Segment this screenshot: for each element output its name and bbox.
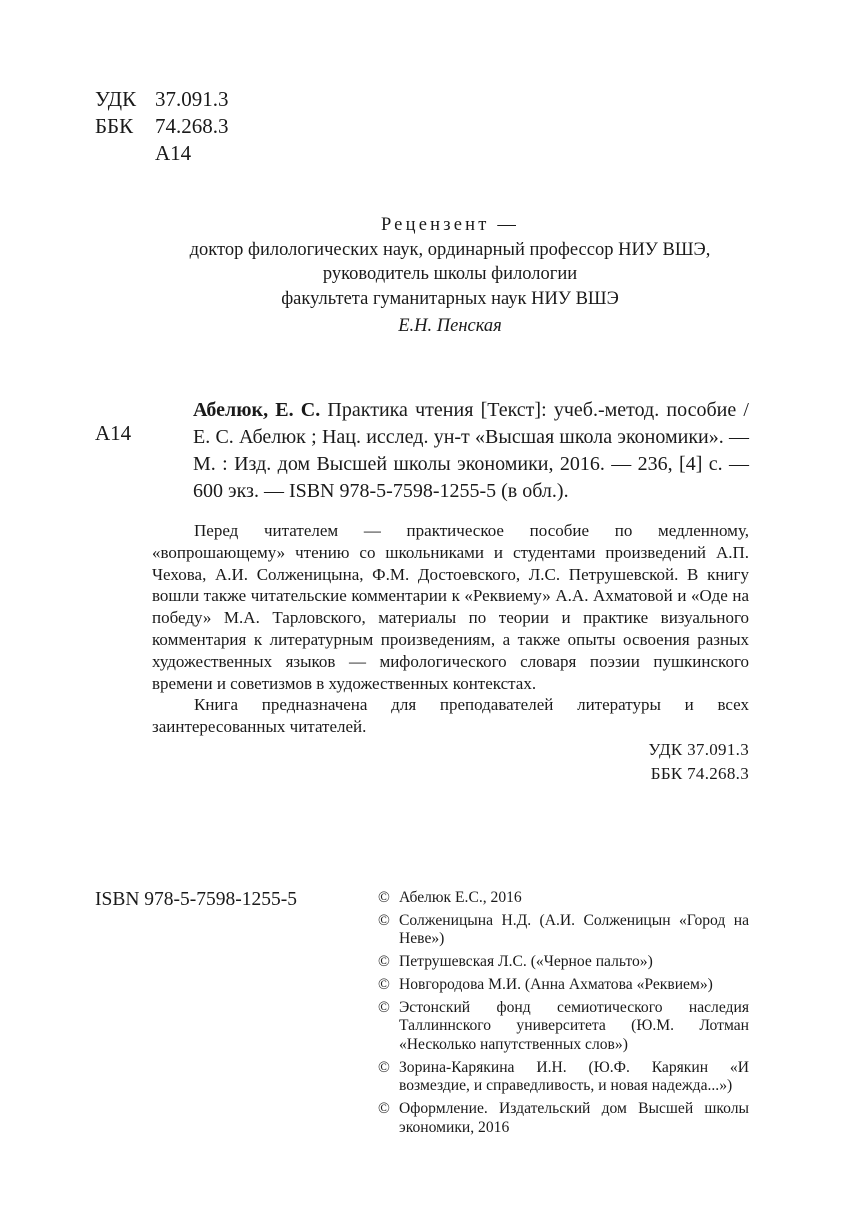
copyright-item: © Новгородова М.И. (Анна Ахматова «Реквием») xyxy=(378,975,713,993)
copyright-symbol: © xyxy=(378,889,390,906)
copyright-item: © Эстонский фонд семиотического наследия Таллиннского университета (Ю.М. Лотман «Несколько напутственных слов») xyxy=(378,998,749,1053)
isbn: ISBN 978-5-7598-1255-5 xyxy=(95,889,298,910)
udk-row xyxy=(95,86,229,113)
udk-bottom: УДК 37.091.3 xyxy=(648,740,749,759)
annotation-paragraph-2: Книга предназначена для преподавателей литературы и всех заинтересованных читателей. xyxy=(152,695,749,737)
reviewer-block xyxy=(100,213,800,339)
copyright-item: © Зорина-Карякина И.Н. (Ю.Ф. Карякин «И возмездие, и справедливость, и новая надежда...») xyxy=(378,1058,749,1095)
bbk-label: ББК xyxy=(95,114,134,138)
reviewer-line-2: руководитель школы филологии xyxy=(322,264,578,284)
copyright-item: © Петрушевская Л.С. («Черное пальто») xyxy=(378,953,653,971)
bbk-bottom: ББК 74.268.3 xyxy=(650,764,749,783)
bibliographic-mark: А14 xyxy=(95,421,132,445)
reviewer-line-3: факультета гуманитарных наук НИУ ВШЭ xyxy=(281,288,619,309)
bibliographic-text: Практика чтения [Текст]: учеб.-метод. пособие / Е. С. Абелюк ; Нац. исслед. ун-т «Высшая школа экономики». — М. : Изд. дом Высшей школы экономики, 2016. — 236, [4] с. — 600 экз. — ISBN 978-5-7598-1255-5 (в обл.). xyxy=(193,399,749,502)
copyright-symbol: © xyxy=(378,1100,390,1118)
bbk-row xyxy=(95,113,229,140)
annotation-paragraph-1: Перед читателем — практическое пособие по медленному, «вопрошающему» чтению со школьниками и студентами произведений А.П. Чехова, А.И. Солженицына, Ф.М. Достоевского, Л.С. Петрушевской. В книгу вошли также читательские комментарии к «Реквиему» А.А. Ахматовой и «Оде на победу» М.А. Тарловского, материалы по теории и практике визуального комментария к литературным произведениям, а также опыты освоения разных художественных языков — мифологического словаря поэзии пушкинского времени и советизмов в художественных контекстах. xyxy=(152,521,749,693)
reviewer-title: Рецензент — xyxy=(380,215,520,235)
bibliographic-description xyxy=(193,397,749,505)
bibliographic-author: Абелюк, Е. С. xyxy=(193,399,321,421)
annotation xyxy=(152,520,749,738)
udk-label: УДК xyxy=(95,87,137,111)
copyright-list xyxy=(378,889,749,1141)
copyright-item: © Оформление. Издательский дом Высшей школы экономики, 2016 xyxy=(378,1100,749,1136)
reviewer-name: Е.Н. Пенская xyxy=(398,316,502,336)
copyright-symbol: © xyxy=(378,975,390,993)
copyright-item: © Солженицына Н.Д. (А.И. Солженицын «Город на Неве») xyxy=(378,911,749,948)
author-mark-top: А14 xyxy=(155,141,192,165)
copyright-item: © Абелюк Е.С., 2016 xyxy=(378,889,522,906)
udk-value: 37.091.3 xyxy=(155,87,229,111)
reviewer-line-1: доктор филологических наук, ординарный профессор НИУ ВШЭ, xyxy=(189,239,711,260)
copyright-symbol: © xyxy=(378,953,390,971)
copyright-symbol: © xyxy=(378,998,390,1016)
copyright-symbol: © xyxy=(378,1058,390,1076)
copyright-symbol: © xyxy=(378,911,390,929)
bbk-value: 74.268.3 xyxy=(155,114,229,138)
